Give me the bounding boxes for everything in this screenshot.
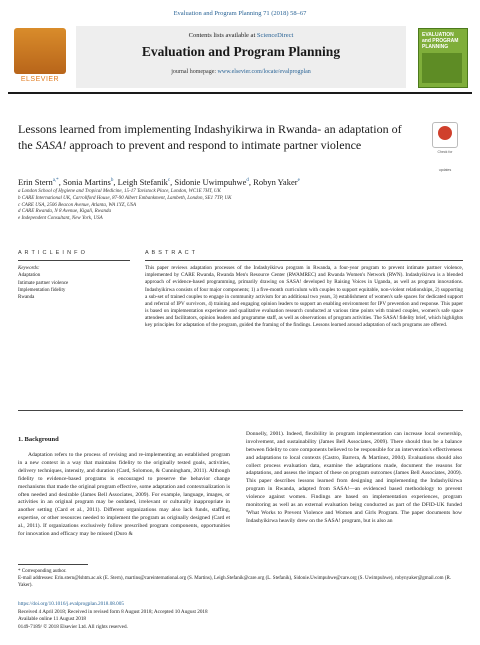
contents-prefix: Contents lists available at — [188, 32, 257, 39]
article-info-rule — [18, 260, 130, 261]
author-affiliation-marker[interactable]: b — [110, 178, 114, 184]
keyword: Adaptation — [18, 273, 41, 279]
title-text-1: Lessons learned from implementing Indashyikirwa in Rwanda- an adaptation of the — [18, 122, 402, 152]
cover-title: EVALUATION and PROGRAM PLANNING — [422, 32, 459, 50]
publisher-name: ELSEVIER — [20, 76, 60, 83]
body-paragraph: Donnelly, 2001). Indeed, flexibility in program implementation can increase local ownership, involvement, and sustainability (James Bell Associates, 2009). There should thus be a balance between fidelity to core components believed to be responsible for an intervention's effectiveness and adaptations to local contexts (Castro, Barrera, & Martinez, 2004). Evaluations should also collect process evaluation data, examine the adaptations made, document the reasons for adaptations, and assess the impact of these on program outcomes (James Bell Associates, 2009). This paper describes lessons learned from designing and implementing the Indashyikirwa program in Rwanda, adapted from SASA!—an evidenced based methodology to prevent violence against women. Findings are based on implementation experiences, program monitoring as well as an external evaluation being conducted as part of the DFID-UK funded 'What Works to Prevent Violence and Women and Girls Program. The paper documents how Indashyikirwa heavily drew on the SASA! program, but is also an — [246, 431, 462, 524]
author-affiliation-marker[interactable]: a,* — [52, 178, 59, 184]
body-paragraph: Adaptation refers to the process of revising and re-implementing an established program in a new context in a way that maintains fidelity to the originally tested goals, activities, delivery techniques, intensity, and duration (Card, Solomon, & Cunningham, 2011). Although fidelity to evidence-based programs is encouraged to preserve the behavior change mechanisms that made the original program effective, some adaptation and contextualization is often needed and desirable (James Bell Associates, 2009). For example, language, images, or activities in an original program may be outdated, irrelevant or culturally inappropriate in another setting (Card et al., 2011). Different organizations may also lack funds, staffing, expertise, or other resources needed to implement the program as originally designed (Card et al., 2011). If organizations exclusively follow prescribed program components, opportunities for innovation and efficacy may be missed (Duro & — [18, 452, 230, 537]
author-name[interactable]: Robyn Yaker — [253, 177, 298, 187]
abstract-heading: A B S T R A C T — [145, 250, 196, 256]
author-separator: , — [248, 177, 254, 187]
sciencedirect-link[interactable]: ScienceDirect — [256, 32, 294, 39]
author-separator: , — [170, 177, 175, 187]
masthead-box — [76, 26, 406, 88]
title-emphasis: SASA! — [35, 137, 67, 152]
crossmark-icon — [438, 126, 452, 140]
keywords-heading: Keywords: — [18, 266, 40, 271]
received-dates: Received 4 April 2018; Received in revised form 8 August 2018; Accepted 10 August 2018 — [18, 608, 208, 615]
author-list — [18, 177, 458, 187]
elsevier-tree-icon — [14, 28, 66, 74]
affiliation: a London School of Hygiene and Tropical Medicine, 15-17 Tavistock Place, London, WC1E 7HT, UK — [18, 189, 221, 194]
article-info-heading: A R T I C L E I N F O — [18, 250, 86, 256]
affiliation: c CARE USA, 2506 Beacon Avenue, Atlanta, WA 1YZ, USA — [18, 202, 137, 208]
crossmark-label: Check for updates — [437, 150, 453, 172]
body-column-right — [246, 431, 462, 526]
footnote-rule — [18, 564, 88, 565]
journal-name: Evaluation and Program Planning — [141, 44, 341, 59]
affiliation: b CARE International UK, Carrollford House, 87-90 Albert Embankment, Lambeth, London, SE1 7TP, UK — [18, 195, 232, 201]
journal-cover-thumbnail[interactable] — [418, 28, 468, 88]
keyword: Intimate partner violence — [18, 280, 69, 286]
elsevier-logo[interactable] — [14, 28, 66, 86]
author-name[interactable]: Erin Stern — [18, 177, 53, 187]
author-affiliation-marker[interactable]: d — [246, 178, 249, 184]
footnotes — [18, 568, 458, 589]
author-name[interactable]: Sidonie Uwimpuhwe — [174, 177, 247, 187]
author-affiliation-marker[interactable]: e — [297, 178, 300, 184]
affiliation: e Independent Consultant, New York, USA — [18, 216, 103, 221]
body-column-left — [18, 435, 230, 539]
contents-line — [76, 32, 406, 39]
author-separator: , — [58, 177, 63, 187]
online-date: Available online 11 August 2018 — [18, 616, 87, 623]
affiliation: d CARE Rwanda, N 8 Avenue, Kigali, Rwanda — [18, 209, 111, 215]
abstract-text: This paper reviews adaptation processes of the Indashyikirwa program in Rwanda, a four-year program to prevent intimate partner violence, implemented by CARE Rwanda, Rwanda Men's Resource Center (RWAMREC) and Rwanda Women's Network (RWN). Indashyikirwa is a blended approach of evidence-based programming, primarily drawing on SASA! developed by Raising Voices in Uganda, as well as program innovations. Indashyikirwa consists of four major components; 1) a five-month curriculum with couples to support equitable, non-violent relationships, 2) supporting a sub-set of trained couples to engage in community activism for an additional two years, 3) establishment of women's safe spaces for dedicated support and referral of IPV survivors, 4) training and engaging opinion leaders to support an enabling environment for IPV prevention and response. This paper is based on implementation experience and qualitative evaluation research conducted at various time points with trained couples, women's safe space attendees and facilitators, opinion leaders and programme staff, as well as observations of program activities. The SASA! fidelity brief, which highlights key principles for adaptation of the program, guided the framing of the findings. Lessons learned around adaptation of such programs are offered. — [145, 265, 463, 329]
keyword: Rwanda — [18, 295, 35, 300]
author-affiliation-marker[interactable]: c — [167, 178, 171, 184]
cover-image — [422, 53, 462, 83]
abstract-bottom-rule — [18, 410, 463, 411]
check-for-updates-button[interactable] — [432, 122, 458, 172]
title-text-2: approach to prevent and respond to intimate partner violence — [66, 137, 362, 152]
section-heading: 1. Background — [18, 436, 59, 443]
email-addresses[interactable]: E-mail addresses: Erin.stern@lshtm.ac.uk (E. Stern), martins@careinternational.org (S. Martins), Leigh.Stefanik@care.org (L. Stefanik), Sidonie.Uwimpuhwe@care.org (S. Uwimpuhwe), robynyaker@gmail.com (R. Yaker). — [18, 576, 452, 588]
journal-masthead — [8, 24, 472, 94]
journal-citation[interactable]: Evaluation and Program Planning 71 (2018) 58–67 — [173, 10, 307, 17]
author-name[interactable]: Leigh Stefanik — [117, 177, 168, 187]
copyright-line: 0149-7189/ © 2018 Elsevier Ltd. All rights reserved. — [18, 623, 128, 630]
author-name[interactable]: Sonia Martins — [62, 177, 111, 187]
article-title — [18, 122, 418, 153]
doi-link[interactable]: https://doi.org/10.1016/j.evalprogplan.2018.08.005 — [18, 601, 124, 607]
abstract-rule — [145, 260, 463, 261]
homepage-prefix: journal homepage: — [171, 69, 218, 75]
publication-info — [18, 601, 458, 631]
keywords-block — [18, 265, 128, 301]
affiliation-list — [18, 189, 458, 223]
homepage-link[interactable]: www.elsevier.com/locate/evalprogplan — [217, 69, 311, 75]
author-separator: , — [113, 177, 118, 187]
keyword: Implementation fidelity — [18, 287, 66, 293]
homepage-line — [76, 69, 406, 75]
corresponding-author-note: * Corresponding author. — [18, 569, 67, 574]
